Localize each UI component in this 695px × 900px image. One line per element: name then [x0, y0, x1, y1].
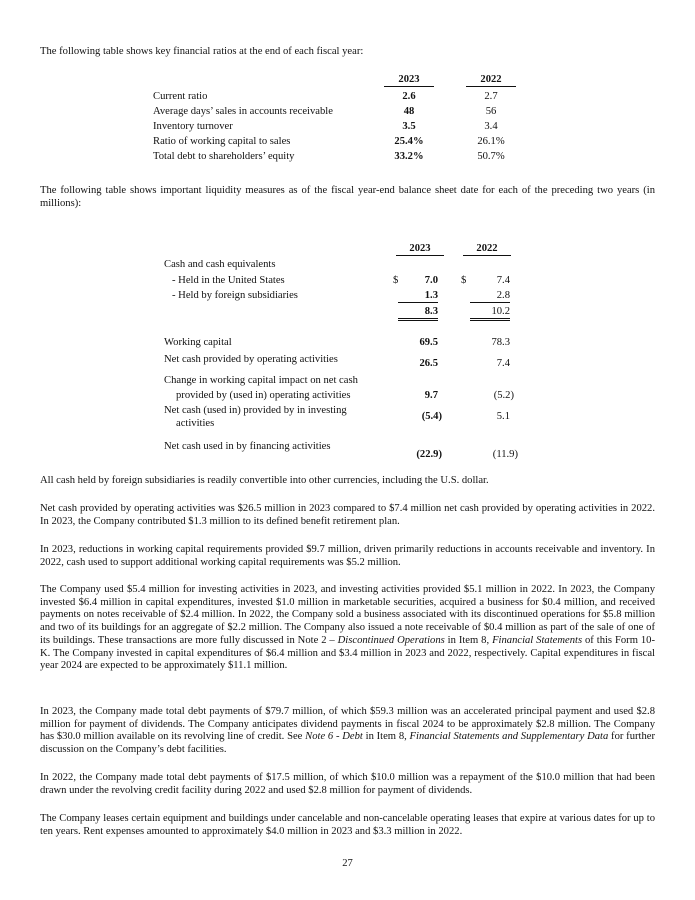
working-capital-label: Working capital [164, 337, 232, 348]
paragraph-foreign-cash: All cash held by foreign subsidiaries is readily convertible into other currencies, including the U.S. dollar. [40, 475, 489, 486]
working-capital-2022: 78.3 [491, 337, 510, 348]
currency-symbol: $ [393, 275, 399, 286]
investing-text-a: The Company used $5.4 million for investing activities in 2023, and investing activities provided $5.1 million in 2022. In 2023, the Company invested $6.4 million in capital expenditures, invested $1.0 million in marketable securities, acquired a business for $0.4 million, and received payments on notes receivable of $2.4 million. In 2022, the Company sold a business associated with its discontinued operations for $5.8 million and two of its buildings for an aggregate of $2.2 million. The Company also issued a note receivable of $0.4 million as part of the sale of one of its buildings. These transactions are more fully discussed in Note 2 – [40, 584, 655, 646]
investing-cash-label: Net cash (used in) provided by in investing [164, 405, 347, 416]
us-cash-2023: 7.0 [424, 275, 438, 286]
investing-cash-label-cont: activities [176, 418, 215, 429]
debt-text-a: In 2023, the Company made total debt payments of $79.7 million, of which $59.3 million was an accelerated principal payment and used $2.8 million for payment of dividends. The Company anticipates dividend payments in fiscal 2024 to be approximately $2.8 million. The Company has $30.0 million available on its revolving line of credit. See [40, 706, 655, 743]
financing-cash-2022: (11.9) [492, 449, 518, 460]
investing-cash-2023: (5.4) [421, 411, 442, 422]
foreign-cash-2023: 1.3 [398, 289, 438, 303]
ratio-row-label: Ratio of working capital to sales [153, 136, 291, 147]
total-cash-2022: 10.2 [470, 305, 510, 321]
investing-text-b: in Item 8, [444, 634, 493, 646]
liquidity-header-2023: 2023 [396, 242, 444, 256]
ratio-row-label: Average days’ sales in accounts receivable [153, 106, 333, 117]
operating-cash-2022: 7.4 [496, 358, 510, 369]
ratio-row-value-2023: 48 [403, 106, 415, 117]
ratio-row-value-2023: 3.5 [402, 121, 416, 132]
financing-cash-label: Net cash used in by financing activities [164, 441, 331, 452]
total-cash-2023: 8.3 [398, 305, 438, 321]
operating-cash-label: Net cash provided by operating activities [164, 354, 338, 365]
foreign-cash-2022: 2.8 [470, 289, 510, 303]
ratio-row-value-2022: 56 [485, 106, 497, 117]
ratio-row-value-2022: 26.1% [477, 136, 505, 147]
ratio-row-label: Total debt to shareholders’ equity [153, 151, 295, 162]
us-cash-label: - Held in the United States [172, 275, 285, 286]
ratio-row-value-2023: 2.6 [402, 91, 416, 102]
debt-italic-note: Note 6 - Debt [305, 731, 363, 743]
liquidity-intro: The following table shows important liquidity measures as of the fiscal year-end balance sheet date for each of the preceding two years (in millions): [40, 185, 655, 209]
currency-symbol: $ [461, 275, 467, 286]
change-wc-2023: 9.7 [424, 390, 438, 401]
ratios-header-2023: 2023 [384, 73, 434, 87]
ratio-row-value-2023: 33.2% [394, 151, 424, 162]
investing-italic-financial: Financial Statements [492, 634, 583, 646]
paragraph-leases: The Company leases certain equipment and buildings under cancelable and non-cancelable operating leases that expire at various dates for up to ten years. Rent expenses amounted to approximately $4.0 million in 2023 and $3.3 million in 2022. [40, 813, 655, 837]
paragraph-investing [40, 584, 655, 673]
paragraph-operating: Net cash provided by operating activities was $26.5 million in 2023 compared to $7.4 million net cash provided by operating activities in 2022. In 2023, the Company contributed $1.3 million to its defined benefit retirement plan. [40, 503, 655, 527]
paragraph-debt-2023 [40, 706, 655, 757]
us-cash-2022: 7.4 [496, 275, 510, 286]
ratio-row-value-2022: 2.7 [484, 91, 498, 102]
ratios-intro: The following table shows key financial ratios at the end of each fiscal year: [40, 46, 364, 57]
investing-text-c: of this Form 10-K. The Company invested in capital expenditures of $6.4 million and $3.4 million in 2023 and 2022, respectively. Capital expenditures in fiscal year 2024 are expected to be approximately $11.1 million. [40, 634, 655, 672]
debt-italic-statements: Financial Statements and Supplementary Data [409, 731, 609, 743]
page-number: 27 [342, 858, 353, 869]
debt-text-c: for further discussion on the Company’s debt facilities. [40, 731, 655, 756]
ratio-row-value-2022: 50.7% [477, 151, 505, 162]
liquidity-header-2022: 2022 [463, 242, 511, 256]
paragraph-working-capital: In 2023, reductions in working capital requirements provided $9.7 million, driven primarily reductions in accounts receivable and inventory. In 2022, cash used to support additional working capital requirements was $5.2 million. [40, 544, 655, 568]
operating-cash-2023: 26.5 [419, 358, 438, 369]
change-wc-label-cont: provided by (used in) operating activities [176, 390, 351, 401]
working-capital-2023: 69.5 [419, 337, 438, 348]
ratio-row-value-2022: 3.4 [484, 121, 498, 132]
investing-cash-2022: 5.1 [496, 411, 510, 422]
change-wc-2022: (5.2) [493, 390, 514, 401]
financing-cash-2023: (22.9) [416, 449, 442, 460]
ratios-header-2022: 2022 [466, 73, 516, 87]
change-wc-label: Change in working capital impact on net cash [164, 375, 358, 386]
ratio-row-label: Inventory turnover [153, 121, 233, 132]
foreign-cash-label: - Held by foreign subsidiaries [172, 290, 298, 301]
ratio-row-label: Current ratio [153, 91, 208, 102]
cash-label: Cash and cash equivalents [164, 259, 276, 270]
debt-text-b: in Item 8, [362, 731, 410, 743]
investing-italic-discontinued: Discontinued Operations [337, 634, 445, 646]
paragraph-debt-2022: In 2022, the Company made total debt payments of $17.5 million, of which $10.0 million was a repayment of the $10.0 million that had been drawn under the revolving credit facility during 2022 and used $2.8 million for payment of dividends. [40, 772, 655, 796]
ratio-row-value-2023: 25.4% [394, 136, 424, 147]
